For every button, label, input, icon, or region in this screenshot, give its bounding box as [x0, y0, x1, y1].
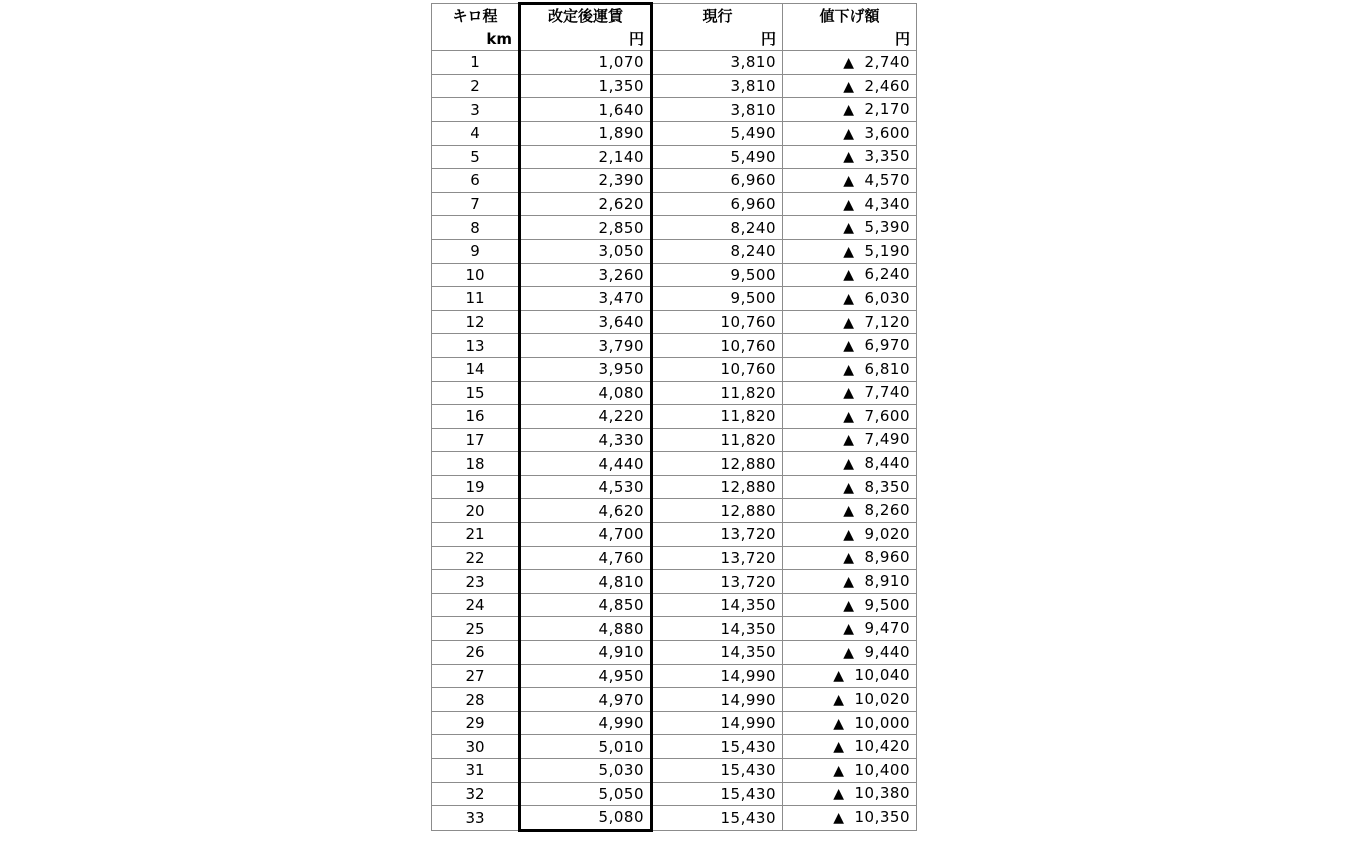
reduction-value: 10,000 — [854, 713, 910, 732]
unit-new-fare: 円 — [520, 28, 652, 51]
decrease-triangle-icon: ▲ — [843, 361, 855, 378]
decrease-triangle-icon: ▲ — [833, 692, 845, 709]
cell-new-fare: 4,910 — [520, 641, 652, 665]
cell-reduction — [783, 74, 917, 98]
cell-current-fare: 13,720 — [652, 546, 783, 570]
cell-reduction — [783, 617, 917, 641]
cell-reduction — [783, 570, 917, 594]
reduction-value: 6,240 — [864, 265, 910, 284]
reduction-value: 2,740 — [864, 52, 910, 71]
reduction-value: 10,040 — [854, 666, 910, 685]
cell-reduction — [783, 593, 917, 617]
reduction-value: 10,380 — [854, 784, 910, 803]
cell-current-fare: 5,490 — [652, 145, 783, 169]
reduction-value: 8,910 — [864, 572, 910, 591]
reduction-value: 9,020 — [864, 524, 910, 543]
cell-reduction — [783, 310, 917, 334]
cell-distance: 20 — [432, 499, 520, 523]
table-row — [432, 263, 917, 287]
cell-current-fare: 15,430 — [652, 759, 783, 783]
cell-distance: 14 — [432, 357, 520, 381]
cell-new-fare: 3,950 — [520, 357, 652, 381]
decrease-triangle-icon: ▲ — [833, 739, 845, 756]
reduction-value: 10,350 — [854, 808, 910, 827]
decrease-triangle-icon: ▲ — [843, 597, 855, 614]
cell-current-fare: 10,760 — [652, 310, 783, 334]
cell-reduction — [783, 145, 917, 169]
cell-distance: 17 — [432, 428, 520, 452]
cell-distance: 9 — [432, 239, 520, 263]
cell-reduction — [783, 216, 917, 240]
cell-current-fare: 11,820 — [652, 428, 783, 452]
decrease-triangle-icon: ▲ — [843, 526, 855, 543]
cell-current-fare: 12,880 — [652, 475, 783, 499]
cell-distance: 32 — [432, 782, 520, 806]
cell-current-fare: 15,430 — [652, 806, 783, 831]
cell-reduction — [783, 51, 917, 75]
decrease-triangle-icon: ▲ — [843, 385, 855, 402]
cell-new-fare: 2,390 — [520, 169, 652, 193]
cell-reduction — [783, 688, 917, 712]
cell-distance: 12 — [432, 310, 520, 334]
cell-new-fare: 4,700 — [520, 523, 652, 547]
cell-distance: 18 — [432, 452, 520, 476]
cell-reduction — [783, 357, 917, 381]
table-row — [432, 570, 917, 594]
cell-current-fare: 9,500 — [652, 287, 783, 311]
reduction-value: 3,600 — [864, 123, 910, 142]
cell-distance: 25 — [432, 617, 520, 641]
cell-new-fare: 3,790 — [520, 334, 652, 358]
table-row — [432, 216, 917, 240]
reduction-value: 6,030 — [864, 288, 910, 307]
decrease-triangle-icon: ▲ — [843, 621, 855, 638]
cell-current-fare: 11,820 — [652, 405, 783, 429]
table-row — [432, 287, 917, 311]
cell-new-fare: 3,470 — [520, 287, 652, 311]
cell-distance: 2 — [432, 74, 520, 98]
decrease-triangle-icon: ▲ — [843, 314, 855, 331]
reduction-value: 8,260 — [864, 501, 910, 520]
reduction-value: 10,420 — [854, 737, 910, 756]
cell-new-fare: 2,140 — [520, 145, 652, 169]
cell-reduction — [783, 334, 917, 358]
cell-reduction — [783, 735, 917, 759]
cell-distance: 7 — [432, 192, 520, 216]
cell-distance: 11 — [432, 287, 520, 311]
cell-new-fare: 4,330 — [520, 428, 652, 452]
reduction-value: 9,440 — [864, 642, 910, 661]
cell-current-fare: 10,760 — [652, 334, 783, 358]
table-row — [432, 98, 917, 122]
decrease-triangle-icon: ▲ — [843, 196, 855, 213]
cell-reduction — [783, 428, 917, 452]
cell-reduction — [783, 405, 917, 429]
cell-current-fare: 8,240 — [652, 239, 783, 263]
reduction-value: 7,740 — [864, 383, 910, 402]
cell-reduction — [783, 664, 917, 688]
table-row — [432, 499, 917, 523]
cell-reduction — [783, 499, 917, 523]
unit-reduction: 円 — [783, 28, 917, 51]
decrease-triangle-icon: ▲ — [843, 172, 855, 189]
cell-current-fare: 8,240 — [652, 216, 783, 240]
cell-current-fare: 12,880 — [652, 499, 783, 523]
decrease-triangle-icon: ▲ — [843, 550, 855, 567]
table-row — [432, 475, 917, 499]
header-row — [432, 4, 917, 28]
cell-new-fare: 3,640 — [520, 310, 652, 334]
unit-distance: km — [432, 28, 520, 51]
cell-distance: 4 — [432, 121, 520, 145]
cell-new-fare: 4,970 — [520, 688, 652, 712]
table-row — [432, 523, 917, 547]
cell-new-fare: 5,050 — [520, 782, 652, 806]
cell-reduction — [783, 806, 917, 831]
decrease-triangle-icon: ▲ — [843, 290, 855, 307]
cell-new-fare: 3,260 — [520, 263, 652, 287]
table-row — [432, 641, 917, 665]
cell-distance: 5 — [432, 145, 520, 169]
cell-distance: 27 — [432, 664, 520, 688]
cell-new-fare: 4,880 — [520, 617, 652, 641]
table-row — [432, 806, 917, 831]
cell-current-fare: 3,810 — [652, 74, 783, 98]
table-row — [432, 74, 917, 98]
cell-distance: 22 — [432, 546, 520, 570]
decrease-triangle-icon: ▲ — [843, 243, 855, 260]
cell-new-fare: 4,850 — [520, 593, 652, 617]
decrease-triangle-icon: ▲ — [843, 456, 855, 473]
reduction-value: 2,170 — [864, 100, 910, 119]
header-reduction: 値下げ額 — [783, 4, 917, 28]
cell-distance: 6 — [432, 169, 520, 193]
decrease-triangle-icon: ▲ — [833, 810, 845, 827]
reduction-value: 10,400 — [854, 760, 910, 779]
cell-distance: 33 — [432, 806, 520, 831]
reduction-value: 7,600 — [864, 406, 910, 425]
decrease-triangle-icon: ▲ — [843, 408, 855, 425]
cell-distance: 29 — [432, 711, 520, 735]
table-row — [432, 121, 917, 145]
reduction-value: 8,960 — [864, 548, 910, 567]
table-row — [432, 617, 917, 641]
header-new-fare: 改定後運賃 — [520, 4, 652, 28]
cell-current-fare: 5,490 — [652, 121, 783, 145]
reduction-value: 3,350 — [864, 147, 910, 166]
table-row — [432, 310, 917, 334]
cell-current-fare: 14,350 — [652, 617, 783, 641]
cell-current-fare: 6,960 — [652, 169, 783, 193]
cell-new-fare: 3,050 — [520, 239, 652, 263]
cell-current-fare: 14,990 — [652, 664, 783, 688]
decrease-triangle-icon: ▲ — [843, 644, 855, 661]
cell-current-fare: 14,990 — [652, 711, 783, 735]
reduction-value: 9,500 — [864, 595, 910, 614]
cell-new-fare: 1,640 — [520, 98, 652, 122]
decrease-triangle-icon: ▲ — [833, 668, 845, 685]
reduction-value: 7,490 — [864, 430, 910, 449]
decrease-triangle-icon: ▲ — [843, 54, 855, 71]
table-row — [432, 357, 917, 381]
decrease-triangle-icon: ▲ — [843, 267, 855, 284]
fare-table-body — [432, 51, 917, 831]
cell-reduction — [783, 287, 917, 311]
cell-distance: 8 — [432, 216, 520, 240]
cell-distance: 1 — [432, 51, 520, 75]
cell-distance: 31 — [432, 759, 520, 783]
cell-current-fare: 12,880 — [652, 452, 783, 476]
cell-reduction — [783, 711, 917, 735]
decrease-triangle-icon: ▲ — [843, 125, 855, 142]
cell-current-fare: 15,430 — [652, 782, 783, 806]
cell-current-fare: 6,960 — [652, 192, 783, 216]
table-row — [432, 711, 917, 735]
cell-new-fare: 4,220 — [520, 405, 652, 429]
unit-current-fare: 円 — [652, 28, 783, 51]
cell-distance: 16 — [432, 405, 520, 429]
cell-distance: 13 — [432, 334, 520, 358]
decrease-triangle-icon: ▲ — [843, 432, 855, 449]
reduction-value: 4,340 — [864, 194, 910, 213]
reduction-value: 6,970 — [864, 336, 910, 355]
cell-new-fare: 4,080 — [520, 381, 652, 405]
cell-reduction — [783, 759, 917, 783]
decrease-triangle-icon: ▲ — [843, 574, 855, 591]
cell-current-fare: 14,350 — [652, 593, 783, 617]
table-row — [432, 546, 917, 570]
fare-table-container — [431, 2, 916, 832]
reduction-value: 4,570 — [864, 170, 910, 189]
units-row — [432, 28, 917, 51]
cell-current-fare: 14,990 — [652, 688, 783, 712]
cell-new-fare: 1,890 — [520, 121, 652, 145]
table-row — [432, 664, 917, 688]
table-row — [432, 759, 917, 783]
cell-distance: 10 — [432, 263, 520, 287]
reduction-value: 6,810 — [864, 359, 910, 378]
cell-current-fare: 15,430 — [652, 735, 783, 759]
cell-reduction — [783, 239, 917, 263]
cell-reduction — [783, 546, 917, 570]
cell-new-fare: 1,070 — [520, 51, 652, 75]
decrease-triangle-icon: ▲ — [833, 786, 845, 803]
reduction-value: 7,120 — [864, 312, 910, 331]
cell-reduction — [783, 641, 917, 665]
table-row — [432, 782, 917, 806]
decrease-triangle-icon: ▲ — [843, 220, 855, 237]
table-row — [432, 192, 917, 216]
cell-current-fare: 10,760 — [652, 357, 783, 381]
cell-current-fare: 13,720 — [652, 523, 783, 547]
cell-reduction — [783, 475, 917, 499]
decrease-triangle-icon: ▲ — [843, 479, 855, 496]
cell-new-fare: 2,620 — [520, 192, 652, 216]
table-row — [432, 51, 917, 75]
cell-reduction — [783, 782, 917, 806]
decrease-triangle-icon: ▲ — [843, 338, 855, 355]
cell-current-fare: 3,810 — [652, 51, 783, 75]
cell-distance: 26 — [432, 641, 520, 665]
cell-reduction — [783, 121, 917, 145]
cell-current-fare: 3,810 — [652, 98, 783, 122]
decrease-triangle-icon: ▲ — [833, 715, 845, 732]
header-current-fare: 現行 — [652, 4, 783, 28]
table-row — [432, 452, 917, 476]
table-row — [432, 145, 917, 169]
cell-distance: 23 — [432, 570, 520, 594]
cell-distance: 24 — [432, 593, 520, 617]
table-row — [432, 405, 917, 429]
table-row — [432, 735, 917, 759]
table-row — [432, 334, 917, 358]
cell-reduction — [783, 169, 917, 193]
cell-new-fare: 4,810 — [520, 570, 652, 594]
header-distance: キロ程 — [432, 4, 520, 28]
table-row — [432, 428, 917, 452]
fare-table — [431, 2, 917, 832]
cell-new-fare: 5,080 — [520, 806, 652, 831]
cell-new-fare: 4,620 — [520, 499, 652, 523]
decrease-triangle-icon: ▲ — [843, 503, 855, 520]
cell-reduction — [783, 381, 917, 405]
reduction-value: 5,190 — [864, 241, 910, 260]
table-row — [432, 593, 917, 617]
cell-distance: 19 — [432, 475, 520, 499]
reduction-value: 5,390 — [864, 218, 910, 237]
cell-current-fare: 13,720 — [652, 570, 783, 594]
cell-new-fare: 2,850 — [520, 216, 652, 240]
reduction-value: 10,020 — [854, 690, 910, 709]
cell-reduction — [783, 192, 917, 216]
cell-distance: 3 — [432, 98, 520, 122]
cell-reduction — [783, 452, 917, 476]
cell-new-fare: 5,010 — [520, 735, 652, 759]
cell-current-fare: 11,820 — [652, 381, 783, 405]
table-row — [432, 688, 917, 712]
decrease-triangle-icon: ▲ — [843, 102, 855, 119]
cell-new-fare: 4,440 — [520, 452, 652, 476]
reduction-value: 2,460 — [864, 76, 910, 95]
cell-distance: 28 — [432, 688, 520, 712]
cell-new-fare: 4,530 — [520, 475, 652, 499]
decrease-triangle-icon: ▲ — [843, 149, 855, 166]
cell-new-fare: 4,760 — [520, 546, 652, 570]
decrease-triangle-icon: ▲ — [843, 78, 855, 95]
cell-distance: 15 — [432, 381, 520, 405]
cell-new-fare: 4,990 — [520, 711, 652, 735]
cell-new-fare: 4,950 — [520, 664, 652, 688]
cell-distance: 30 — [432, 735, 520, 759]
reduction-value: 8,350 — [864, 477, 910, 496]
cell-distance: 21 — [432, 523, 520, 547]
cell-reduction — [783, 263, 917, 287]
cell-current-fare: 9,500 — [652, 263, 783, 287]
table-row — [432, 169, 917, 193]
cell-reduction — [783, 523, 917, 547]
table-row — [432, 381, 917, 405]
decrease-triangle-icon: ▲ — [833, 762, 845, 779]
cell-new-fare: 1,350 — [520, 74, 652, 98]
table-row — [432, 239, 917, 263]
cell-current-fare: 14,350 — [652, 641, 783, 665]
cell-reduction — [783, 98, 917, 122]
reduction-value: 8,440 — [864, 454, 910, 473]
cell-new-fare: 5,030 — [520, 759, 652, 783]
reduction-value: 9,470 — [864, 619, 910, 638]
